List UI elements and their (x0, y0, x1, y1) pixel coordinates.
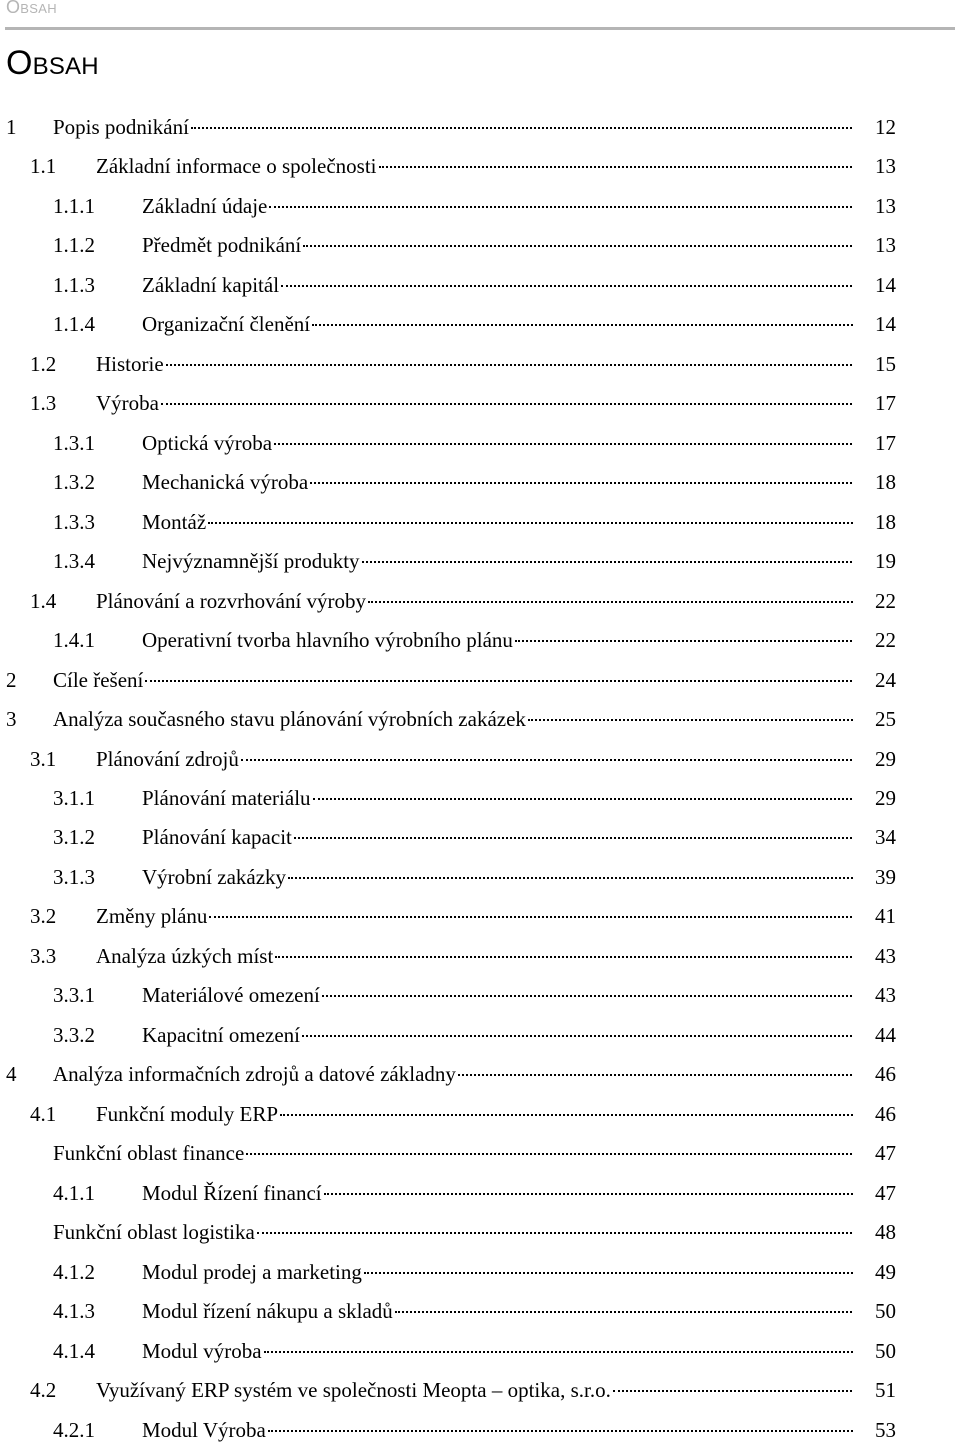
page-title: Obsah (6, 44, 99, 82)
toc-entry-title[interactable]: Základní údaje (142, 193, 268, 218)
toc-entry-line (96, 352, 896, 377)
toc-entry-title[interactable]: Popis podnikání (53, 115, 189, 139)
dot-leader (268, 1430, 856, 1432)
toc-entry-number: 4 (6, 1062, 17, 1087)
toc-entry-number: 3 (6, 707, 17, 732)
toc-entry[interactable] (0, 701, 960, 740)
dot-leader (458, 1074, 856, 1076)
dot-leader (274, 443, 856, 445)
toc-entry-number: 1 (6, 115, 17, 139)
dot-leader (208, 522, 856, 524)
toc-entry-line (142, 786, 896, 811)
toc-entry[interactable] (0, 1412, 960, 1451)
toc-entry-title[interactable]: Funkční moduly ERP (96, 1101, 279, 1126)
toc-entry-line (142, 1023, 896, 1048)
toc-entry-number: 3.1.1 (53, 785, 95, 810)
toc-entry-title[interactable]: Optická výroba (142, 430, 273, 455)
dot-leader (257, 1232, 856, 1234)
toc-entry-page-number: 48 (853, 1220, 896, 1245)
toc-entry-number: 1.3.3 (53, 509, 95, 534)
toc-entry-number: 1.3.4 (53, 549, 95, 574)
toc-entry-title[interactable]: Základní informace o společnosti (96, 154, 377, 179)
toc-entry[interactable] (0, 1254, 960, 1293)
toc-entry[interactable] (0, 346, 960, 385)
toc-entry-title[interactable]: Funkční oblast finance (53, 1141, 245, 1166)
toc-entry-title[interactable]: Plánování a rozvrhování výroby (96, 588, 367, 613)
dot-leader (364, 1272, 856, 1274)
toc-entry-number: 4.1.3 (53, 1299, 95, 1324)
toc-entry-line (53, 668, 896, 693)
toc-entry[interactable] (0, 1135, 960, 1174)
toc-entry[interactable] (0, 622, 960, 661)
toc-entry-number: 1.1.3 (53, 272, 95, 297)
toc-entry-page-number: 29 (853, 747, 896, 772)
dot-leader (246, 1153, 856, 1155)
toc-entry[interactable] (0, 662, 960, 701)
dot-leader (145, 680, 856, 682)
toc-entry-title[interactable]: Základní kapitál (142, 272, 280, 297)
toc-entry[interactable] (0, 938, 960, 977)
toc-entry-page-number: 17 (853, 431, 896, 456)
toc-entry[interactable] (0, 1096, 960, 1135)
toc-entry-page-number: 53 (853, 1418, 896, 1443)
toc-entry-title[interactable]: Využívaný ERP systém ve společnosti Meopta – optika, s.r.o. (96, 1378, 611, 1403)
toc-entry-title[interactable]: Analýza informačních zdrojů a datové základny (53, 1062, 456, 1087)
toc-entry-line (96, 747, 896, 772)
toc-entry-line (142, 825, 896, 850)
toc-entry-line (142, 983, 896, 1008)
toc-entry-line (142, 273, 896, 298)
toc-entry-page-number: 39 (853, 865, 896, 890)
toc-entry-number: 3.1 (30, 746, 57, 771)
toc-entry-line (142, 628, 896, 653)
toc-entry-line (142, 865, 896, 890)
toc-entry[interactable] (0, 741, 960, 780)
dot-leader (302, 1035, 856, 1037)
dot-leader (209, 916, 856, 918)
toc-entry-page-number: 51 (853, 1378, 896, 1403)
toc-entry-title[interactable]: Modul výroba (142, 1338, 262, 1363)
toc-entry-line (142, 1418, 896, 1443)
toc-entry[interactable] (0, 425, 960, 464)
toc-entry[interactable] (0, 859, 960, 898)
dot-leader (395, 1311, 856, 1313)
toc-entry-line (142, 1339, 896, 1364)
toc-entry-page-number: 41 (853, 904, 896, 929)
toc-entry-page-number: 12 (853, 115, 896, 140)
toc-entry[interactable] (0, 1017, 960, 1056)
toc-entry-line (53, 115, 896, 140)
toc-entry-title[interactable]: Operativní tvorba hlavního výrobního plánu (142, 628, 513, 653)
toc-entry-title[interactable]: Nejvýznamnější produkty (142, 549, 360, 574)
toc-entry[interactable] (0, 1056, 960, 1095)
toc-entry[interactable] (0, 819, 960, 858)
toc-entry-number: 4.1 (30, 1101, 57, 1126)
toc-entry-line (96, 904, 896, 929)
toc-entry[interactable] (0, 1372, 960, 1411)
toc-entry-page-number: 22 (853, 589, 896, 614)
toc-entry-line (142, 510, 896, 535)
toc-entry-title[interactable]: Montáž (142, 509, 207, 534)
toc-entry-page-number: 14 (853, 312, 896, 337)
toc-entry-line (96, 391, 896, 416)
toc-entry[interactable] (0, 504, 960, 543)
toc-entry-title[interactable]: Historie (96, 351, 164, 376)
toc-entry-title[interactable]: Modul řízení nákupu a skladů (142, 1299, 393, 1324)
toc-entry-page-number: 34 (853, 825, 896, 850)
toc-entry[interactable] (0, 306, 960, 345)
toc-entry-page-number: 47 (853, 1141, 896, 1166)
toc-entry[interactable] (0, 583, 960, 622)
toc-entry-line (53, 707, 896, 732)
toc-entry[interactable] (0, 267, 960, 306)
toc-entry-page-number: 24 (853, 668, 896, 693)
toc-entry-page-number: 50 (853, 1299, 896, 1324)
dot-leader (264, 1351, 856, 1353)
dot-leader (294, 837, 856, 839)
toc-entry-title[interactable]: Organizační členění (142, 312, 311, 337)
dot-leader (166, 364, 856, 366)
toc-entry-title[interactable]: Analýza současného stavu plánování výrobních zakázek (53, 707, 526, 732)
toc-entry[interactable] (0, 1293, 960, 1332)
toc-entry-line (142, 549, 896, 574)
toc-entry-number: 1.1.1 (53, 193, 95, 218)
toc-entry-line (53, 1220, 896, 1245)
toc-entry-number: 3.2 (30, 904, 57, 929)
toc-entry-number: 1.4.1 (53, 628, 95, 653)
dot-leader (310, 482, 856, 484)
toc-entry[interactable] (0, 543, 960, 582)
toc-entry-line (53, 1062, 896, 1087)
toc-entry-page-number: 49 (853, 1260, 896, 1285)
toc-entry-page-number: 43 (853, 944, 896, 969)
toc-entry-number: 3.1.2 (53, 825, 95, 850)
toc-entry-line (142, 470, 896, 495)
toc-entry-number: 4.2 (30, 1378, 57, 1403)
toc-entry[interactable] (0, 464, 960, 503)
toc-entry-number: 2 (6, 667, 17, 692)
toc-entry[interactable] (0, 109, 960, 148)
toc-entry-page-number: 13 (853, 154, 896, 179)
toc-entry-line (96, 589, 896, 614)
toc-entry[interactable] (0, 385, 960, 424)
running-header: Obsah (6, 0, 57, 17)
toc-entry-line (142, 194, 896, 219)
toc-entry[interactable] (0, 148, 960, 187)
toc-entry-line (96, 1378, 896, 1403)
toc-entry-number: 1.1 (30, 154, 57, 179)
toc-entry-line (96, 944, 896, 969)
toc-entry-number: 4.1.4 (53, 1338, 95, 1363)
dot-leader (515, 640, 856, 642)
toc-entry-page-number: 25 (853, 707, 896, 732)
toc-entry-number: 1.3.2 (53, 470, 95, 495)
toc-entry-title[interactable]: Předmět podnikání (142, 233, 302, 258)
toc-entry-title[interactable]: Kapacitní omezení (142, 1022, 301, 1047)
dot-leader (281, 285, 856, 287)
toc-entry[interactable] (0, 977, 960, 1016)
toc-entry-page-number: 18 (853, 510, 896, 535)
dot-leader (362, 561, 856, 563)
dot-leader (303, 245, 856, 247)
toc-entry-number: 3.3.1 (53, 983, 95, 1008)
toc-entry-number: 3.3 (30, 943, 57, 968)
toc-entry-line (96, 154, 896, 179)
toc-entry-line (142, 1299, 896, 1324)
toc-entry[interactable] (0, 188, 960, 227)
dot-leader (368, 601, 856, 603)
toc-entry-number: 1.1.4 (53, 312, 95, 337)
toc-entry-number: 1.3.1 (53, 430, 95, 455)
dot-leader (322, 995, 856, 997)
toc-entry-line (142, 431, 896, 456)
toc-entry[interactable] (0, 780, 960, 819)
dot-leader (312, 324, 856, 326)
toc-entry-line (142, 1181, 896, 1206)
toc-entry-line (142, 233, 896, 258)
toc-entry-page-number: 46 (853, 1062, 896, 1087)
toc-entry-page-number: 13 (853, 194, 896, 219)
toc-entry-title[interactable]: Modul Výroba (142, 1417, 266, 1442)
toc-entry[interactable] (0, 1175, 960, 1214)
toc-entry-number: 3.3.2 (53, 1022, 95, 1047)
dot-leader (269, 206, 856, 208)
toc-entry-page-number: 47 (853, 1181, 896, 1206)
toc-entry-title[interactable]: Mechanická výroba (142, 470, 309, 495)
toc-entry-number: 1.1.2 (53, 233, 95, 258)
dot-leader (280, 1114, 856, 1116)
toc-entry-page-number: 14 (853, 273, 896, 298)
toc-entry[interactable] (0, 898, 960, 937)
dot-leader (241, 759, 856, 761)
dot-leader (613, 1390, 856, 1392)
header-rule (5, 27, 955, 30)
toc-entry[interactable] (0, 227, 960, 266)
toc-entry-number: 4.1.1 (53, 1180, 95, 1205)
toc-entry-page-number: 18 (853, 470, 896, 495)
toc-entry-number: 1.3 (30, 391, 57, 416)
toc-entry-page-number: 50 (853, 1339, 896, 1364)
toc-entry-page-number: 17 (853, 391, 896, 416)
toc-entry-title[interactable]: Funkční oblast logistika (53, 1220, 255, 1245)
toc-entry-title[interactable]: Výrobní zakázky (142, 864, 287, 889)
dot-leader (161, 403, 856, 405)
toc-entry-title[interactable]: Cíle řešení (53, 667, 144, 692)
toc-entry-title[interactable]: Výroba (96, 391, 159, 416)
toc-entry-line (142, 1260, 896, 1285)
toc-entry-page-number: 46 (853, 1102, 896, 1127)
toc-entry[interactable] (0, 1214, 960, 1253)
toc-entry-page-number: 29 (853, 786, 896, 811)
toc-entry-page-number: 19 (853, 549, 896, 574)
toc-entry-number: 1.4 (30, 588, 57, 613)
toc-entry-number: 3.1.3 (53, 864, 95, 889)
toc-entry-page-number: 43 (853, 983, 896, 1008)
toc-entry-number: 4.1.2 (53, 1259, 95, 1284)
toc-entry-line (96, 1102, 896, 1127)
toc-entry-title[interactable]: Modul prodej a marketing (142, 1259, 362, 1284)
dot-leader (288, 877, 856, 879)
toc-entry-title[interactable]: Plánování kapacit (142, 825, 292, 850)
toc-entry-page-number: 13 (853, 233, 896, 258)
toc-entry-number: 4.2.1 (53, 1417, 95, 1442)
toc-entry-page-number: 44 (853, 1023, 896, 1048)
dot-leader (379, 166, 857, 168)
toc-entry-title[interactable]: Modul Řízení financí (142, 1180, 322, 1205)
dot-leader (191, 127, 856, 129)
toc-entry-title[interactable]: Analýza úzkých míst (96, 943, 274, 968)
toc-entry-number: 1.2 (30, 351, 57, 376)
toc-entry-line (142, 312, 896, 337)
toc-entry-title[interactable]: Změny plánu (96, 904, 208, 929)
dot-leader (275, 956, 856, 958)
dot-leader (324, 1193, 856, 1195)
dot-leader (528, 719, 856, 721)
toc-entry-line (53, 1141, 896, 1166)
toc-entry-title[interactable]: Plánování zdrojů (96, 746, 239, 771)
toc-entry[interactable] (0, 1333, 960, 1372)
toc-entry-page-number: 22 (853, 628, 896, 653)
toc-entry-title[interactable]: Materiálové omezení (142, 983, 320, 1008)
dot-leader (313, 798, 856, 800)
toc-entry-title[interactable]: Plánování materiálu (142, 785, 311, 810)
toc-entry-page-number: 15 (853, 352, 896, 377)
